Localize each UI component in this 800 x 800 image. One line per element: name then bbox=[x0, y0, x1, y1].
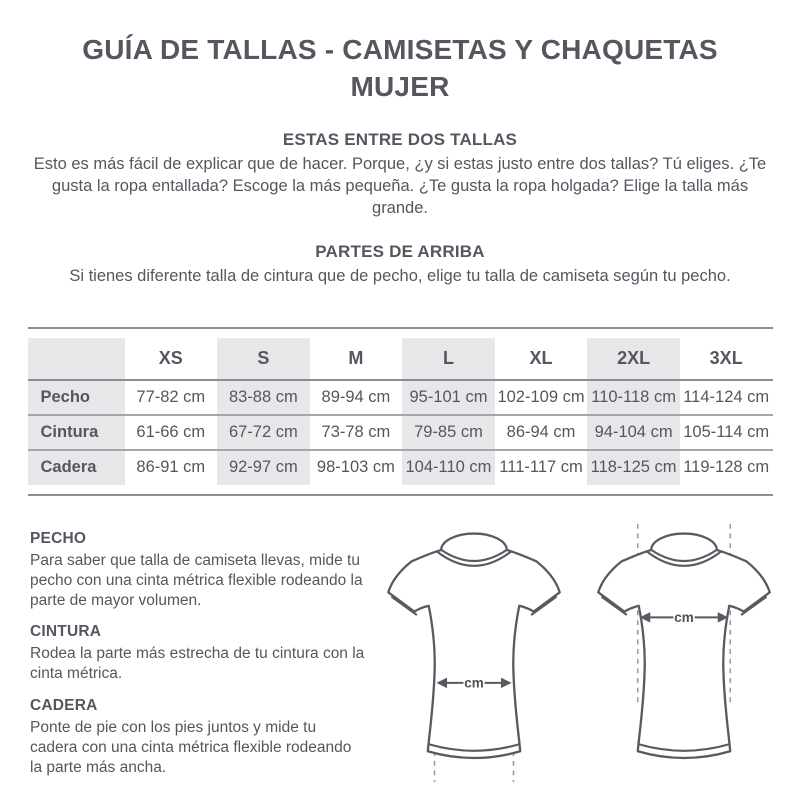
size-column-s: S bbox=[217, 338, 310, 380]
tops-body: Si tienes diferente talla de cintura que de pecho, elige tu talla de camiseta según tu pecho. bbox=[69, 266, 731, 285]
pecho-xs: 77-82 cm bbox=[125, 380, 218, 415]
measure-item-cadera bbox=[30, 697, 366, 777]
cadera-xs: 86-91 cm bbox=[136, 458, 206, 477]
cintura-xl: 86-94 cm bbox=[495, 415, 588, 450]
cadera-m: 98-103 cm bbox=[316, 458, 395, 477]
chest-cm-label: cm bbox=[674, 610, 694, 626]
pecho-body: Para saber que talla de camiseta llevas, mide tu pecho con una cinta métrica flexible rodeando la parte de mayor volumen. bbox=[30, 551, 363, 609]
table-row-pecho bbox=[28, 380, 773, 415]
table-row-cintura bbox=[28, 415, 773, 450]
cintura-heading: CINTURA bbox=[30, 623, 102, 641]
section-tops bbox=[0, 242, 800, 287]
section-between-sizes bbox=[0, 130, 800, 220]
size-column-m: M bbox=[310, 338, 403, 380]
size-column-3xl: 3XL bbox=[680, 338, 773, 380]
pecho-s: 83-88 cm bbox=[217, 380, 310, 415]
row-label-cintura: Cintura bbox=[28, 415, 125, 450]
cintura-m: 73-78 cm bbox=[310, 415, 403, 450]
cintura-body: Rodea la parte más estrecha de tu cintura con la cinta métrica. bbox=[30, 645, 365, 683]
pecho-2xl: 110-118 cm bbox=[587, 380, 680, 415]
size-table-corner-cell bbox=[28, 338, 125, 380]
measuring-instructions bbox=[30, 522, 366, 791]
cintura-xs: 61-66 cm bbox=[125, 415, 218, 450]
size-column-l: L bbox=[402, 338, 495, 380]
tshirt-outline bbox=[388, 534, 559, 758]
tshirt-chest-diagram bbox=[584, 522, 784, 791]
tshirt-outline bbox=[598, 534, 769, 758]
pecho-xl: 102-109 cm bbox=[495, 380, 588, 415]
size-table-header-row bbox=[28, 338, 773, 380]
size-column-2xl: 2XL bbox=[587, 338, 680, 380]
cadera-2xl: 118-125 cm bbox=[587, 450, 680, 485]
pecho-heading: PECHO bbox=[30, 529, 87, 547]
size-table bbox=[28, 327, 773, 496]
between-sizes-body: Esto es más fácil de explicar que de hacer. Porque, ¿y si estas justo entre dos tallas? Tú eliges. ¿Te gusta la ropa entallada? Escoge la más pequeña. ¿Te gusta la ropa holgada? Elige la talla más grande. bbox=[33, 154, 767, 218]
measure-item-pecho bbox=[30, 530, 366, 610]
size-column-xs: XS bbox=[125, 338, 218, 380]
cadera-s: 92-97 cm bbox=[217, 450, 310, 485]
tshirt-waist-icon bbox=[374, 522, 574, 784]
size-column-xl: XL bbox=[495, 338, 588, 380]
cadera-l: 104-110 cm bbox=[402, 450, 495, 485]
cadera-xl: 111-117 cm bbox=[499, 458, 583, 477]
row-label-cadera: Cadera bbox=[28, 450, 125, 485]
cintura-2xl: 94-104 cm bbox=[587, 415, 680, 450]
measure-item-cintura bbox=[30, 623, 366, 684]
between-sizes-heading: ESTAS ENTRE DOS TALLAS bbox=[282, 129, 518, 149]
tops-heading: PARTES DE ARRIBA bbox=[315, 241, 485, 261]
pecho-l: 95-101 cm bbox=[402, 380, 495, 415]
measuring-guide bbox=[30, 522, 800, 791]
row-label-pecho: Pecho bbox=[28, 380, 125, 415]
waist-cm-label: cm bbox=[464, 675, 484, 691]
cadera-body: Ponte de pie con los pies juntos y mide tu cadera con una cinta métrica flexible rodeando la parte más ancha. bbox=[30, 719, 352, 776]
page-title: GUÍA DE TALLAS - CAMISETAS Y CHAQUETAS MUJER bbox=[82, 34, 718, 102]
tshirt-chest-icon bbox=[584, 522, 784, 784]
cadera-heading: CADERA bbox=[30, 697, 98, 715]
cintura-l: 79-85 cm bbox=[402, 415, 495, 450]
cintura-s: 67-72 cm bbox=[217, 415, 310, 450]
table-row-cadera bbox=[28, 450, 773, 485]
tshirt-diagrams bbox=[374, 522, 784, 791]
pecho-3xl: 114-124 cm bbox=[680, 380, 773, 415]
cadera-3xl: 119-128 cm bbox=[683, 458, 770, 477]
tshirt-waist-diagram bbox=[374, 522, 574, 791]
cintura-3xl: 105-114 cm bbox=[680, 415, 773, 450]
pecho-m: 89-94 cm bbox=[310, 380, 403, 415]
